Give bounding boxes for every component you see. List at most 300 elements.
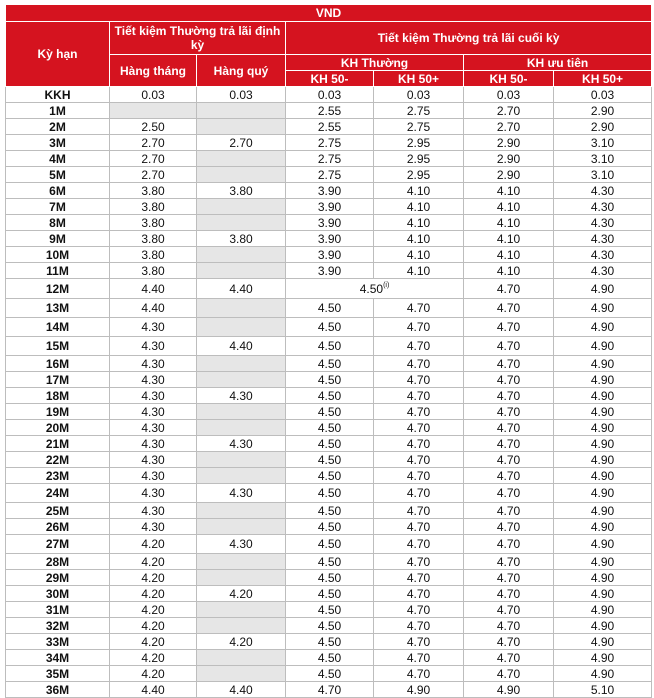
priority-over50-rate-cell: 4.30 xyxy=(554,183,652,199)
regular-under50-rate-cell: 4.50 xyxy=(286,618,374,634)
regular-under50-rate-cell: 4.50 xyxy=(286,388,374,404)
regular-under50-rate-cell: 2.75 xyxy=(286,167,374,183)
priority-under50-rate-cell: 4.10 xyxy=(464,231,554,247)
regular-over50-rate-cell: 4.70 xyxy=(374,586,464,602)
quarterly-rate-cell: 4.20 xyxy=(197,634,286,650)
regular-under50-rate-cell: 0.03 xyxy=(286,87,374,103)
priority-under50-rate-cell: 0.03 xyxy=(464,87,554,103)
quarterly-rate-cell: 4.40 xyxy=(197,682,286,698)
table-row xyxy=(6,420,652,436)
regular-over50-rate-cell: 0.03 xyxy=(374,87,464,103)
quarterly-rate-cell: 2.70 xyxy=(197,135,286,151)
priority-under50-rate-cell: 4.70 xyxy=(464,634,554,650)
regular-under50-rate-cell: 4.50 xyxy=(286,650,374,666)
regular-under50-rate-cell: 3.90 xyxy=(286,247,374,263)
priority-under50-rate-cell: 4.70 xyxy=(464,388,554,404)
regular-over50-rate-cell: 4.10 xyxy=(374,231,464,247)
monthly-rate-cell: 2.70 xyxy=(110,135,197,151)
priority-over50-rate-cell: 2.90 xyxy=(554,119,652,135)
regular-over50-rate-cell: 2.95 xyxy=(374,151,464,167)
regular-under50-rate-cell: 4.50 xyxy=(286,586,374,602)
table-row xyxy=(6,554,652,570)
priority-under50-rate-cell: 4.70 xyxy=(464,535,554,554)
priority-under50-rate-cell: 4.70 xyxy=(464,452,554,468)
priority-under50-rate-cell: 4.10 xyxy=(464,263,554,279)
monthly-rate-cell: 3.80 xyxy=(110,247,197,263)
table-row xyxy=(6,151,652,167)
table-row xyxy=(6,484,652,503)
priority-under50-rate-cell: 4.70 xyxy=(464,372,554,388)
priority-under50-rate-cell: 2.90 xyxy=(464,135,554,151)
regular-over50-rate-cell: 4.70 xyxy=(374,468,464,484)
regular-under50-rate-cell: 4.50 xyxy=(286,404,374,420)
regular-over50-header: KH 50+ xyxy=(374,71,464,87)
monthly-rate-cell: 4.20 xyxy=(110,602,197,618)
priority-over50-rate-cell: 4.30 xyxy=(554,199,652,215)
regular-over50-rate-cell: 4.70 xyxy=(374,318,464,337)
term-cell: 21M xyxy=(6,436,110,452)
monthly-rate-cell: 2.50 xyxy=(110,119,197,135)
monthly-rate-cell: 4.30 xyxy=(110,404,197,420)
term-cell: 5M xyxy=(6,167,110,183)
priority-customer-header: KH ưu tiên xyxy=(464,55,652,71)
term-cell: 11M xyxy=(6,263,110,279)
monthly-rate-cell: 3.80 xyxy=(110,263,197,279)
table-row xyxy=(6,337,652,356)
priority-over50-rate-cell: 4.90 xyxy=(554,318,652,337)
regular-under50-rate-cell: 4.50 xyxy=(286,372,374,388)
table-row xyxy=(6,388,652,404)
quarterly-rate-cell: 4.30 xyxy=(197,535,286,554)
regular-under50-rate-cell: 4.50 xyxy=(286,420,374,436)
regular-under50-rate-cell: 4.50 xyxy=(286,436,374,452)
monthly-rate-cell: 4.30 xyxy=(110,388,197,404)
table-row xyxy=(6,634,652,650)
priority-under50-rate-cell: 4.10 xyxy=(464,199,554,215)
term-cell: 35M xyxy=(6,666,110,682)
regular-over50-rate-cell: 4.70 xyxy=(374,650,464,666)
regular-over50-rate-cell: 4.70 xyxy=(374,420,464,436)
term-cell: 31M xyxy=(6,602,110,618)
quarterly-rate-cell xyxy=(197,519,286,535)
quarterly-rate-cell xyxy=(197,119,286,135)
quarterly-rate-cell xyxy=(197,503,286,519)
priority-over50-rate-cell: 4.30 xyxy=(554,231,652,247)
regular-under50-rate-cell: 4.50 xyxy=(286,356,374,372)
quarterly-column-header: Hàng quý xyxy=(197,55,286,87)
term-column-header: Kỳ hạn xyxy=(6,22,110,87)
regular-over50-rate-cell: 4.70 xyxy=(374,503,464,519)
term-cell: 16M xyxy=(6,356,110,372)
monthly-rate-cell: 4.30 xyxy=(110,372,197,388)
priority-over50-rate-cell: 4.90 xyxy=(554,484,652,503)
term-cell: 27M xyxy=(6,535,110,554)
quarterly-rate-cell: 4.20 xyxy=(197,586,286,602)
regular-over50-rate-cell: 4.70 xyxy=(374,356,464,372)
quarterly-rate-cell xyxy=(197,468,286,484)
priority-over50-rate-cell: 4.30 xyxy=(554,263,652,279)
quarterly-rate-cell: 4.30 xyxy=(197,436,286,452)
quarterly-rate-cell xyxy=(197,151,286,167)
priority-over50-rate-cell: 4.90 xyxy=(554,420,652,436)
table-row xyxy=(6,468,652,484)
regular-over50-rate-cell: 2.75 xyxy=(374,103,464,119)
priority-over50-rate-cell: 4.90 xyxy=(554,519,652,535)
monthly-rate-cell: 3.80 xyxy=(110,231,197,247)
quarterly-rate-cell xyxy=(197,618,286,634)
priority-over50-rate-cell: 4.90 xyxy=(554,468,652,484)
regular-under50-rate-cell: 2.75 xyxy=(286,135,374,151)
term-cell: 29M xyxy=(6,570,110,586)
regular-over50-rate-cell: 4.70 xyxy=(374,618,464,634)
table-row xyxy=(6,263,652,279)
regular-under50-rate-cell: 3.90 xyxy=(286,231,374,247)
regular-under50-rate-cell: 2.55 xyxy=(286,119,374,135)
priority-under50-header: KH 50- xyxy=(464,71,554,87)
quarterly-rate-cell xyxy=(197,602,286,618)
table-row xyxy=(6,666,652,682)
regular-over50-rate-cell: 4.70 xyxy=(374,570,464,586)
regular-under50-rate-cell: 4.50 xyxy=(286,318,374,337)
regular-under50-rate-cell: 4.50 xyxy=(286,519,374,535)
monthly-rate-cell: 2.70 xyxy=(110,167,197,183)
table-row xyxy=(6,135,652,151)
regular-under50-rate-cell: 3.90 xyxy=(286,183,374,199)
regular-over50-rate-cell: 2.95 xyxy=(374,167,464,183)
quarterly-rate-cell xyxy=(197,650,286,666)
priority-under50-rate-cell: 4.70 xyxy=(464,299,554,318)
regular-over50-rate-cell: 4.70 xyxy=(374,554,464,570)
monthly-rate-cell: 4.20 xyxy=(110,666,197,682)
monthly-rate-cell: 4.40 xyxy=(110,682,197,698)
regular-over50-rate-cell: 4.90 xyxy=(374,682,464,698)
monthly-rate-cell: 3.80 xyxy=(110,199,197,215)
table-row xyxy=(6,183,652,199)
table-row xyxy=(6,503,652,519)
priority-over50-rate-cell: 4.90 xyxy=(554,372,652,388)
table-row xyxy=(6,372,652,388)
periodic-interest-header: Tiết kiệm Thường trả lãi định kỳ xyxy=(110,22,286,55)
quarterly-rate-cell: 0.03 xyxy=(197,87,286,103)
regular-under50-rate-cell: 4.50 xyxy=(286,503,374,519)
priority-over50-rate-cell: 4.90 xyxy=(554,618,652,634)
merged-rate-value: 4.50 xyxy=(359,281,384,296)
term-cell: 18M xyxy=(6,388,110,404)
regular-over50-rate-cell: 4.70 xyxy=(374,519,464,535)
priority-under50-rate-cell: 4.90 xyxy=(464,682,554,698)
regular-merged-rate-cell xyxy=(286,279,464,299)
table-row xyxy=(6,318,652,337)
monthly-rate-cell: 0.03 xyxy=(110,87,197,103)
priority-under50-rate-cell: 4.70 xyxy=(464,356,554,372)
regular-over50-rate-cell: 4.10 xyxy=(374,263,464,279)
quarterly-rate-cell: 4.40 xyxy=(197,337,286,356)
regular-over50-rate-cell: 4.70 xyxy=(374,535,464,554)
table-row xyxy=(6,535,652,554)
quarterly-rate-cell xyxy=(197,404,286,420)
regular-under50-rate-cell: 4.50 xyxy=(286,535,374,554)
priority-under50-rate-cell: 2.90 xyxy=(464,151,554,167)
term-cell: 14M xyxy=(6,318,110,337)
priority-under50-rate-cell: 4.70 xyxy=(464,404,554,420)
term-cell: 6M xyxy=(6,183,110,199)
monthly-rate-cell: 4.20 xyxy=(110,535,197,554)
quarterly-rate-cell xyxy=(197,666,286,682)
quarterly-rate-cell: 4.40 xyxy=(197,279,286,299)
priority-over50-rate-cell: 4.90 xyxy=(554,634,652,650)
term-cell: 23M xyxy=(6,468,110,484)
priority-over50-rate-cell: 4.90 xyxy=(554,602,652,618)
regular-over50-rate-cell: 4.70 xyxy=(374,484,464,503)
monthly-rate-cell: 4.20 xyxy=(110,634,197,650)
regular-customer-header: KH Thường xyxy=(286,55,464,71)
priority-over50-rate-cell: 4.30 xyxy=(554,215,652,231)
quarterly-rate-cell xyxy=(197,356,286,372)
table-row xyxy=(6,618,652,634)
regular-over50-rate-cell: 4.70 xyxy=(374,602,464,618)
regular-over50-rate-cell: 2.95 xyxy=(374,135,464,151)
monthly-rate-cell: 4.30 xyxy=(110,420,197,436)
table-row xyxy=(6,199,652,215)
regular-under50-rate-cell: 4.50 xyxy=(286,570,374,586)
term-cell: 20M xyxy=(6,420,110,436)
priority-under50-rate-cell: 2.70 xyxy=(464,103,554,119)
priority-over50-rate-cell: 4.90 xyxy=(554,337,652,356)
term-cell: 10M xyxy=(6,247,110,263)
table-row xyxy=(6,279,652,299)
term-cell: KKH xyxy=(6,87,110,103)
priority-under50-rate-cell: 4.70 xyxy=(464,570,554,586)
monthly-rate-cell: 4.30 xyxy=(110,484,197,503)
priority-under50-rate-cell: 4.70 xyxy=(464,503,554,519)
table-row xyxy=(6,356,652,372)
regular-under50-rate-cell: 3.90 xyxy=(286,215,374,231)
priority-under50-rate-cell: 4.70 xyxy=(464,650,554,666)
regular-under50-rate-cell: 2.55 xyxy=(286,103,374,119)
regular-under50-rate-cell: 4.70 xyxy=(286,682,374,698)
monthly-rate-cell: 4.30 xyxy=(110,503,197,519)
regular-over50-rate-cell: 4.70 xyxy=(374,436,464,452)
priority-under50-rate-cell: 4.10 xyxy=(464,215,554,231)
quarterly-rate-cell: 3.80 xyxy=(197,231,286,247)
table-row xyxy=(6,586,652,602)
table-row xyxy=(6,452,652,468)
priority-under50-rate-cell: 4.70 xyxy=(464,337,554,356)
priority-over50-rate-cell: 0.03 xyxy=(554,87,652,103)
term-cell: 28M xyxy=(6,554,110,570)
regular-over50-rate-cell: 4.70 xyxy=(374,404,464,420)
regular-over50-rate-cell: 4.70 xyxy=(374,666,464,682)
priority-under50-rate-cell: 4.70 xyxy=(464,618,554,634)
quarterly-rate-cell: 3.80 xyxy=(197,183,286,199)
monthly-column-header: Hàng tháng xyxy=(110,55,197,87)
priority-over50-rate-cell: 5.10 xyxy=(554,682,652,698)
regular-under50-rate-cell: 4.50 xyxy=(286,634,374,650)
monthly-rate-cell xyxy=(110,103,197,119)
regular-under50-rate-cell: 4.50 xyxy=(286,299,374,318)
monthly-rate-cell: 4.30 xyxy=(110,468,197,484)
regular-under50-rate-cell: 4.50 xyxy=(286,337,374,356)
table-row xyxy=(6,87,652,103)
term-cell: 19M xyxy=(6,404,110,420)
term-cell: 7M xyxy=(6,199,110,215)
table-row xyxy=(6,119,652,135)
priority-over50-header: KH 50+ xyxy=(554,71,652,87)
regular-over50-rate-cell: 4.10 xyxy=(374,247,464,263)
monthly-rate-cell: 4.30 xyxy=(110,337,197,356)
term-cell: 12M xyxy=(6,279,110,299)
monthly-rate-cell: 4.20 xyxy=(110,554,197,570)
quarterly-rate-cell xyxy=(197,247,286,263)
priority-over50-rate-cell: 4.90 xyxy=(554,279,652,299)
monthly-rate-cell: 3.80 xyxy=(110,183,197,199)
table-row xyxy=(6,436,652,452)
regular-under50-rate-cell: 4.50 xyxy=(286,554,374,570)
table-row xyxy=(6,570,652,586)
term-cell: 9M xyxy=(6,231,110,247)
monthly-rate-cell: 4.40 xyxy=(110,299,197,318)
term-cell: 24M xyxy=(6,484,110,503)
monthly-rate-cell: 4.20 xyxy=(110,570,197,586)
regular-over50-rate-cell: 4.10 xyxy=(374,183,464,199)
table-row xyxy=(6,650,652,666)
priority-under50-rate-cell: 4.70 xyxy=(464,420,554,436)
regular-under50-rate-cell: 3.90 xyxy=(286,199,374,215)
term-cell: 25M xyxy=(6,503,110,519)
priority-over50-rate-cell: 4.90 xyxy=(554,404,652,420)
table-row xyxy=(6,247,652,263)
regular-under50-rate-cell: 4.50 xyxy=(286,468,374,484)
priority-under50-rate-cell: 4.70 xyxy=(464,436,554,452)
priority-over50-rate-cell: 4.90 xyxy=(554,554,652,570)
term-cell: 3M xyxy=(6,135,110,151)
quarterly-rate-cell xyxy=(197,452,286,468)
monthly-rate-cell: 4.30 xyxy=(110,356,197,372)
table-row xyxy=(6,519,652,535)
table-row xyxy=(6,231,652,247)
regular-under50-rate-cell: 4.50 xyxy=(286,484,374,503)
currency-header: VND xyxy=(6,5,652,22)
monthly-rate-cell: 4.20 xyxy=(110,650,197,666)
table-row xyxy=(6,167,652,183)
monthly-rate-cell: 4.30 xyxy=(110,318,197,337)
term-cell: 30M xyxy=(6,586,110,602)
rate-table-body xyxy=(6,87,652,698)
priority-over50-rate-cell: 4.90 xyxy=(554,356,652,372)
interest-rate-table xyxy=(5,4,652,698)
quarterly-rate-cell xyxy=(197,215,286,231)
term-cell: 26M xyxy=(6,519,110,535)
regular-over50-rate-cell: 4.70 xyxy=(374,299,464,318)
quarterly-rate-cell xyxy=(197,199,286,215)
regular-over50-rate-cell: 4.70 xyxy=(374,337,464,356)
priority-over50-rate-cell: 4.90 xyxy=(554,535,652,554)
priority-over50-rate-cell: 4.90 xyxy=(554,436,652,452)
regular-over50-rate-cell: 4.70 xyxy=(374,388,464,404)
regular-under50-rate-cell: 4.50 xyxy=(286,602,374,618)
table-row xyxy=(6,103,652,119)
regular-under50-rate-cell: 4.50 xyxy=(286,666,374,682)
priority-over50-rate-cell: 4.90 xyxy=(554,650,652,666)
regular-under50-rate-cell: 2.75 xyxy=(286,151,374,167)
priority-under50-rate-cell: 4.70 xyxy=(464,602,554,618)
quarterly-rate-cell xyxy=(197,318,286,337)
quarterly-rate-cell xyxy=(197,299,286,318)
priority-over50-rate-cell: 3.10 xyxy=(554,167,652,183)
monthly-rate-cell: 4.30 xyxy=(110,452,197,468)
priority-over50-rate-cell: 4.90 xyxy=(554,570,652,586)
monthly-rate-cell: 4.40 xyxy=(110,279,197,299)
term-cell: 22M xyxy=(6,452,110,468)
regular-over50-rate-cell: 4.10 xyxy=(374,215,464,231)
end-of-term-interest-header: Tiết kiệm Thường trả lãi cuối kỳ xyxy=(286,22,652,55)
priority-over50-rate-cell: 4.90 xyxy=(554,299,652,318)
term-cell: 36M xyxy=(6,682,110,698)
priority-under50-rate-cell: 2.70 xyxy=(464,119,554,135)
priority-over50-rate-cell: 4.90 xyxy=(554,452,652,468)
monthly-rate-cell: 4.30 xyxy=(110,519,197,535)
term-cell: 2M xyxy=(6,119,110,135)
priority-over50-rate-cell: 4.90 xyxy=(554,503,652,519)
table-row xyxy=(6,215,652,231)
priority-over50-rate-cell: 4.90 xyxy=(554,666,652,682)
regular-under50-header: KH 50- xyxy=(286,71,374,87)
quarterly-rate-cell xyxy=(197,263,286,279)
table-row xyxy=(6,404,652,420)
quarterly-rate-cell xyxy=(197,167,286,183)
priority-over50-rate-cell: 3.10 xyxy=(554,151,652,167)
table-row xyxy=(6,299,652,318)
priority-over50-rate-cell: 4.90 xyxy=(554,586,652,602)
priority-under50-rate-cell: 4.10 xyxy=(464,247,554,263)
quarterly-rate-cell xyxy=(197,570,286,586)
term-cell: 34M xyxy=(6,650,110,666)
regular-over50-rate-cell: 4.70 xyxy=(374,634,464,650)
quarterly-rate-cell: 4.30 xyxy=(197,388,286,404)
priority-over50-rate-cell: 4.30 xyxy=(554,247,652,263)
priority-under50-rate-cell: 4.70 xyxy=(464,554,554,570)
priority-under50-rate-cell: 4.10 xyxy=(464,183,554,199)
priority-under50-rate-cell: 4.70 xyxy=(464,586,554,602)
priority-over50-rate-cell: 2.90 xyxy=(554,103,652,119)
monthly-rate-cell: 4.20 xyxy=(110,586,197,602)
table-row xyxy=(6,682,652,698)
regular-over50-rate-cell: 4.70 xyxy=(374,452,464,468)
term-cell: 15M xyxy=(6,337,110,356)
monthly-rate-cell: 4.20 xyxy=(110,618,197,634)
priority-under50-rate-cell: 4.70 xyxy=(464,468,554,484)
quarterly-rate-cell xyxy=(197,420,286,436)
term-cell: 4M xyxy=(6,151,110,167)
table-row xyxy=(6,602,652,618)
priority-under50-rate-cell: 4.70 xyxy=(464,666,554,682)
priority-over50-rate-cell: 4.90 xyxy=(554,388,652,404)
term-cell: 33M xyxy=(6,634,110,650)
quarterly-rate-cell xyxy=(197,554,286,570)
quarterly-rate-cell: 4.30 xyxy=(197,484,286,503)
regular-under50-rate-cell: 4.50 xyxy=(286,452,374,468)
regular-over50-rate-cell: 4.70 xyxy=(374,372,464,388)
term-cell: 13M xyxy=(6,299,110,318)
quarterly-rate-cell xyxy=(197,372,286,388)
regular-over50-rate-cell: 4.10 xyxy=(374,199,464,215)
term-cell: 8M xyxy=(6,215,110,231)
regular-over50-rate-cell: 2.75 xyxy=(374,119,464,135)
monthly-rate-cell: 3.80 xyxy=(110,215,197,231)
quarterly-rate-cell xyxy=(197,103,286,119)
monthly-rate-cell: 2.70 xyxy=(110,151,197,167)
priority-under50-rate-cell: 4.70 xyxy=(464,484,554,503)
